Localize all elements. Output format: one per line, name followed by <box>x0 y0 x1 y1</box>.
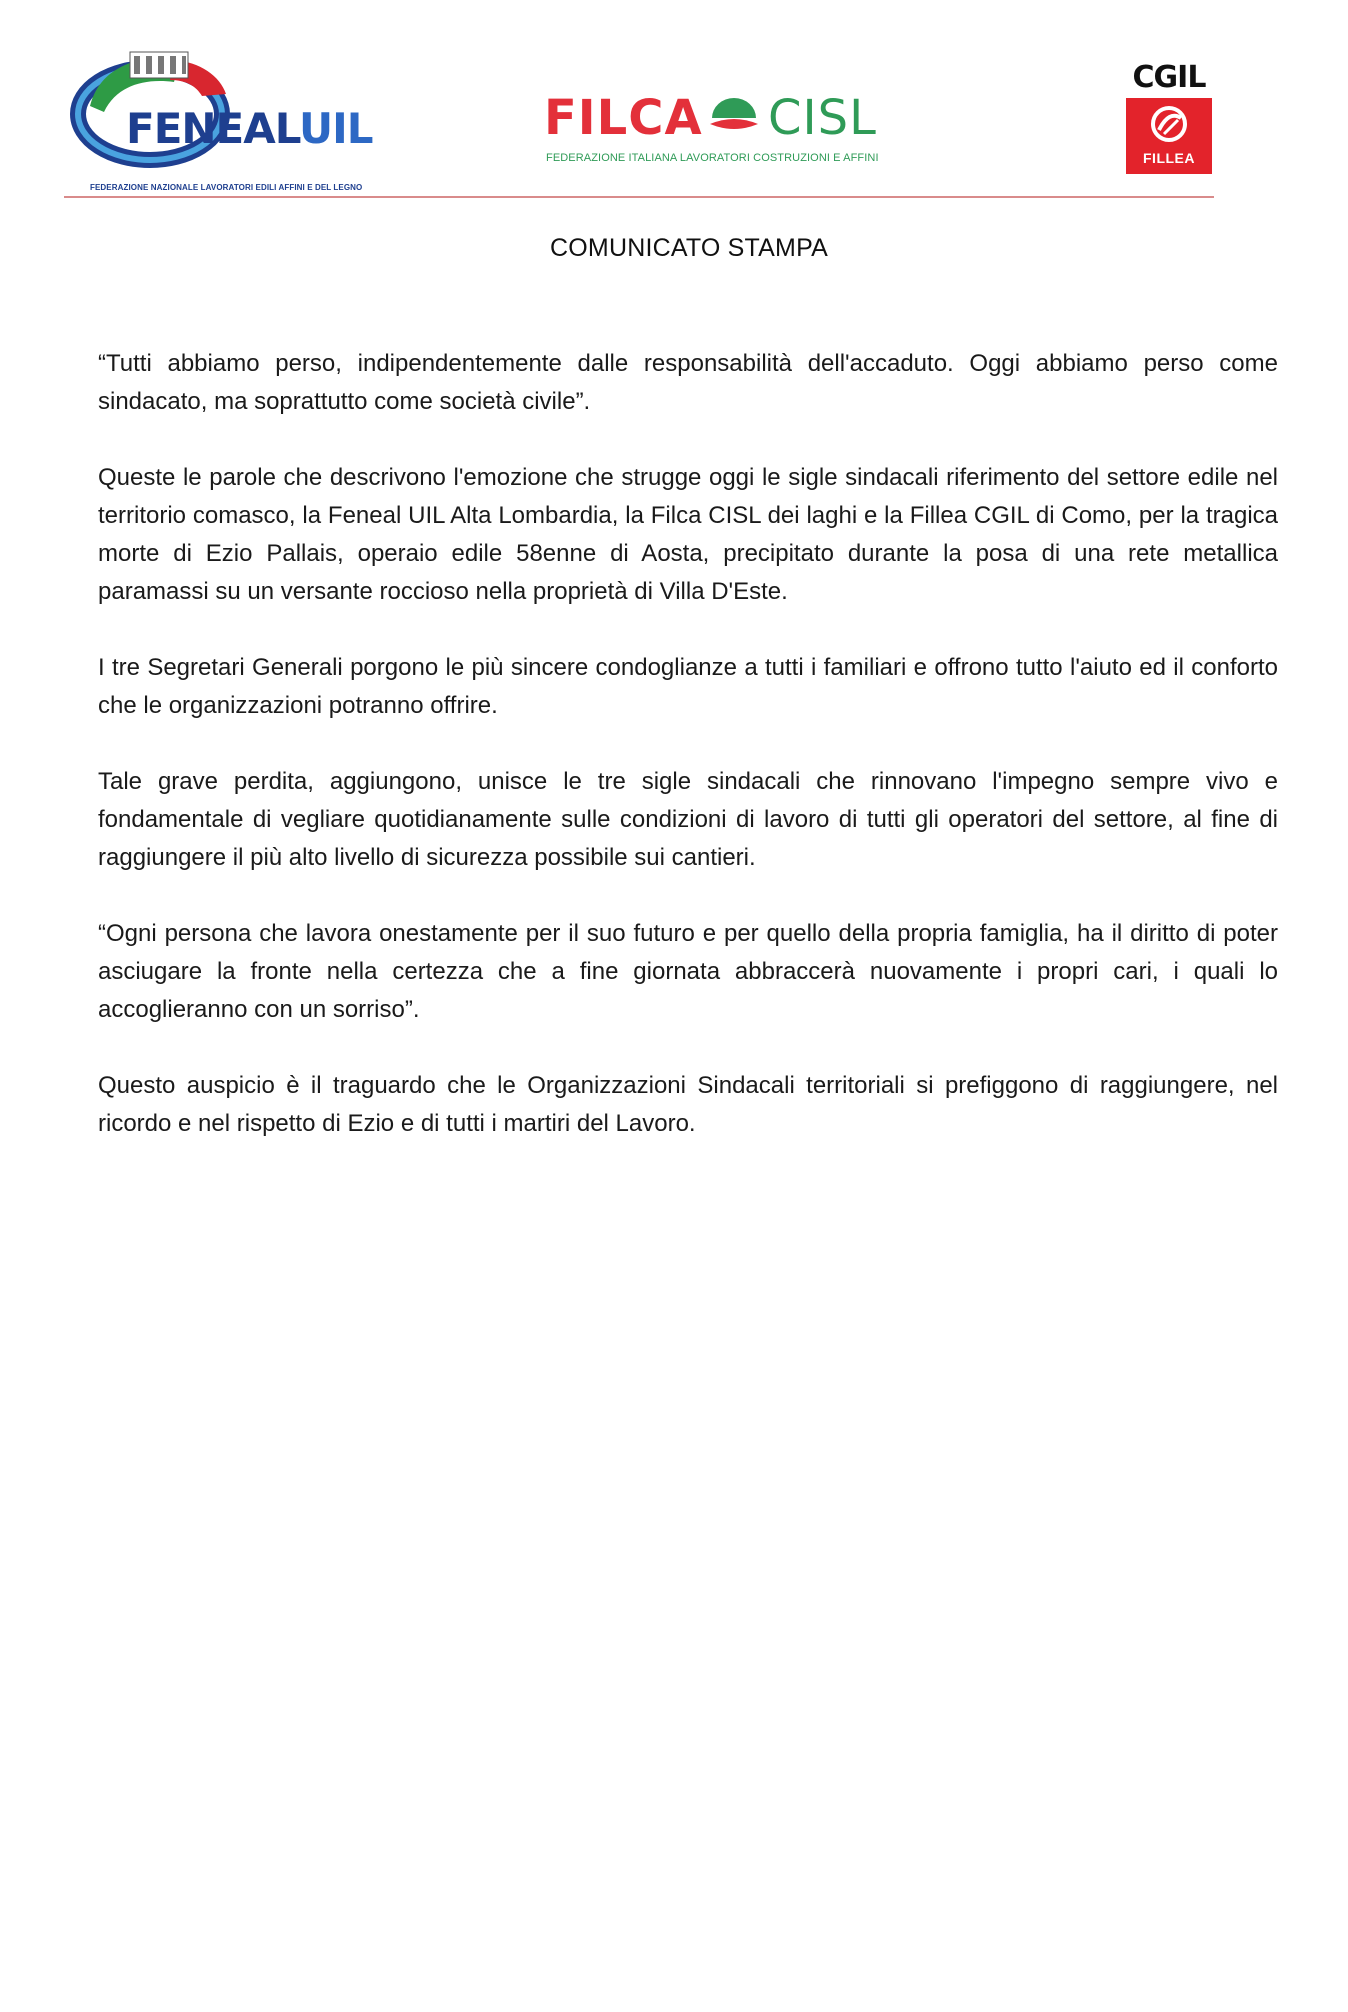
filca-cisl-logo <box>540 90 900 170</box>
fillea-name: FILLEA <box>1143 150 1195 166</box>
header-divider <box>64 196 1214 198</box>
feneal-uil-logo <box>70 46 373 194</box>
cisl-emblem-icon <box>708 94 760 140</box>
cgil-fillea-logo <box>1124 60 1214 180</box>
paragraph: “Ogni persona che lavora onestamente per il suo futuro e per quello della propria famiglia, ha il diritto di poter asciugare la fronte nella certezza che a fine giornata abbraccerà nuovamente i propri cari, i quali lo accoglieranno con un sorriso”. <box>98 920 1278 1023</box>
paragraph: Tale grave perdita, aggiungono, unisce le tre sigle sindacali che rinnovano l'impegno sempre vivo e fondamentale di vegliare quotidianamente sulle condizioni di lavoro di tutti gli operatori del settore, al fine di raggiungere il più alto livello di sicurezza possibile sui cantieri. <box>98 768 1278 871</box>
document-body <box>98 345 1278 1181</box>
filca-subtitle: FEDERAZIONE ITALIANA LAVORATORI COSTRUZIONI E AFFINI <box>546 152 879 164</box>
uil-name: UIL <box>299 104 373 153</box>
document-title: COMUNICATO STAMPA <box>550 234 828 262</box>
feneal-subtitle: FEDERAZIONE NAZIONALE LAVORATORI EDILI AFFINI E DEL LEGNO <box>90 183 363 192</box>
paragraph: Queste le parole che descrivono l'emozione che strugge oggi le sigle sindacali riferimento del settore edile nel territorio comasco, la Feneal UIL Alta Lombardia, la Filca CISL dei laghi e la Fillea CGIL di Como, per la tragica morte di Ezio Pallais, operaio edile 58enne di Aosta, precipitato durante la posa di una rete metallica paramassi su un versante roccioso nella proprietà di Villa D'Este. <box>98 464 1278 605</box>
paragraph: “Tutti abbiamo perso, indipendentemente dalle responsabilità dell'accaduto. Oggi abbiamo perso come sindacato, ma soprattutto come società civile”. <box>98 350 1278 415</box>
cisl-name: CISL <box>768 90 877 146</box>
paragraph: I tre Segretari Generali porgono le più sincere condoglianze a tutti i familiari e offrono tutto l'aiuto ed il conforto che le organizzazioni potranno offrire. <box>98 654 1278 719</box>
letterhead <box>64 40 1214 196</box>
feneal-name: FENEAL <box>126 104 299 153</box>
cgil-name: CGIL <box>1132 60 1206 95</box>
fillea-red-box <box>1126 98 1212 174</box>
paragraph: Questo auspicio è il traguardo che le Organizzazioni Sindacali territoriali si prefiggono di raggiungere, nel ricordo e nel rispetto di Ezio e di tutti i martiri del Lavoro. <box>98 1072 1278 1137</box>
feneal-uil-wordmark <box>126 104 373 153</box>
filca-name: FILCA <box>544 90 703 146</box>
fillea-emblem-icon <box>1126 100 1212 150</box>
